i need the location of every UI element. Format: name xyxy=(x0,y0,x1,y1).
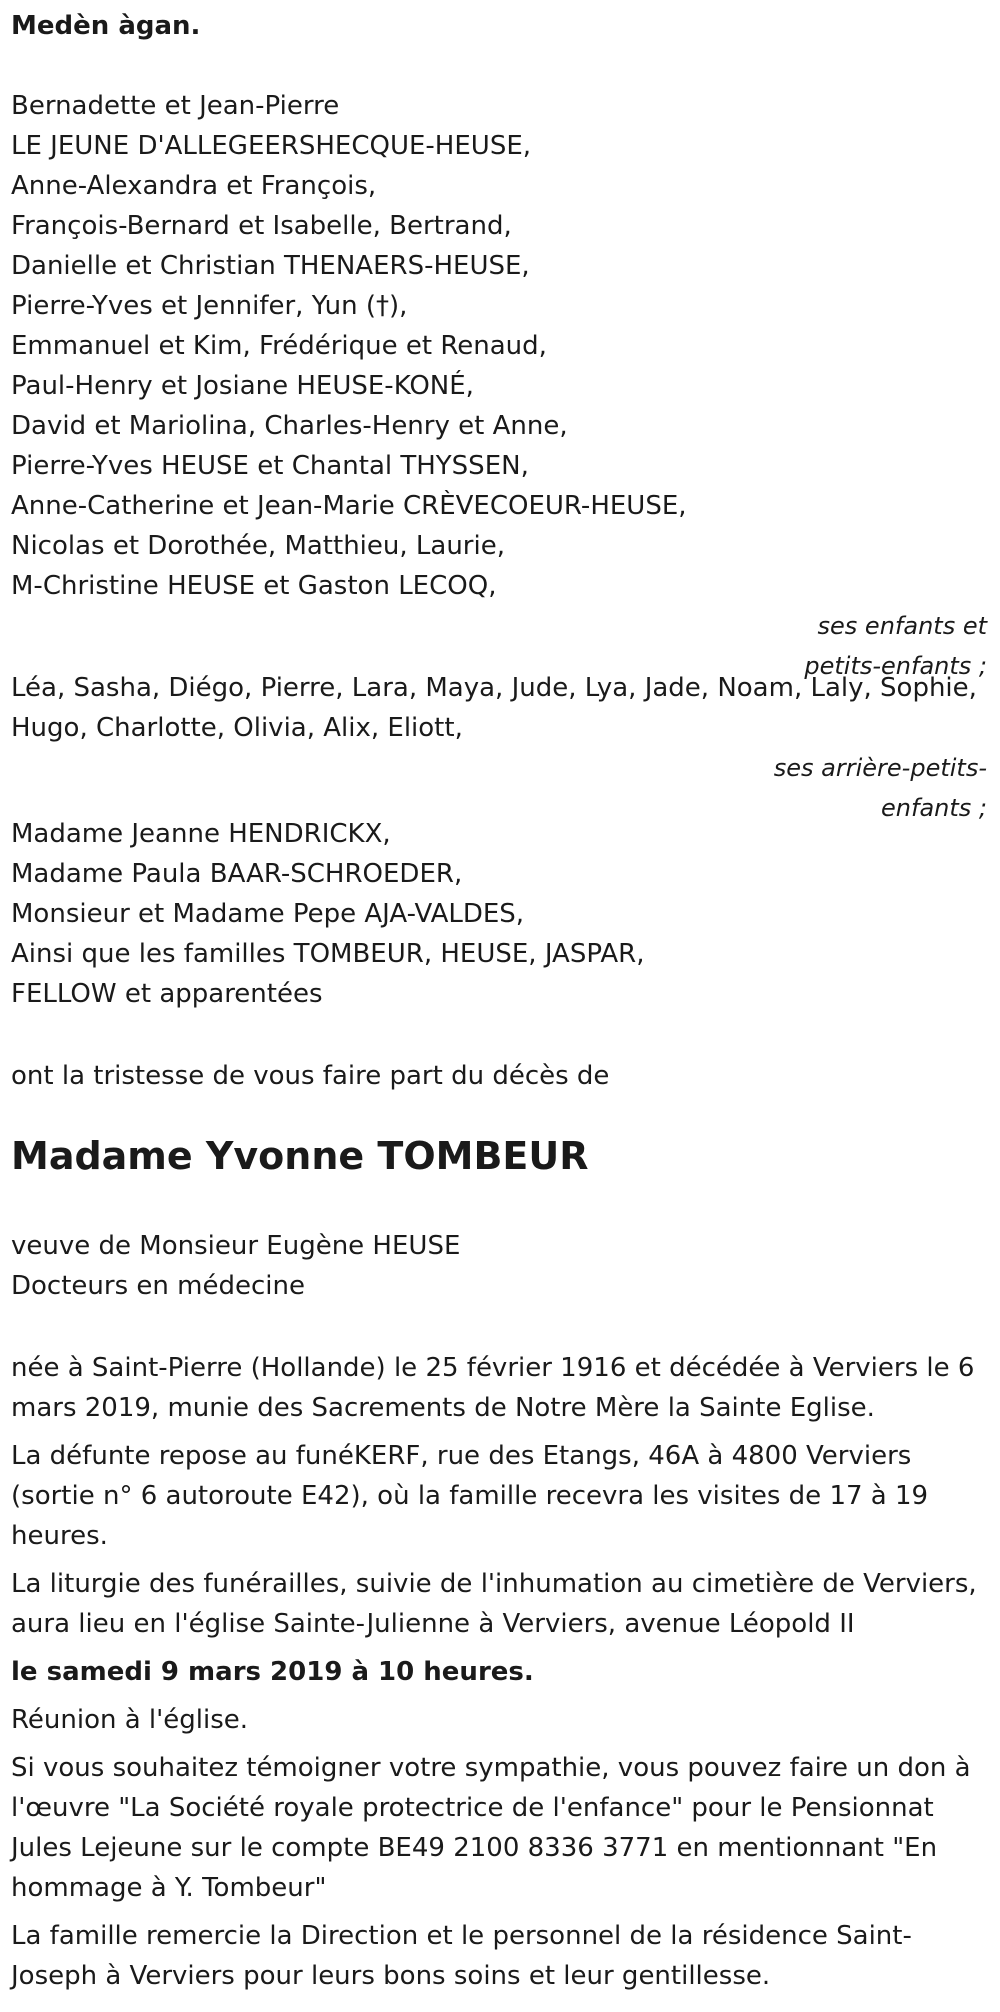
children-relation: petits-enfants ; xyxy=(804,652,987,680)
motto: Medèn àgan. xyxy=(11,11,201,41)
children-relation: ses enfants et xyxy=(817,612,987,640)
family-line: FELLOW et apparentées xyxy=(11,979,323,1009)
family-line: Emmanuel et Kim, Frédérique et Renaud, xyxy=(11,331,547,361)
deceased-name: Madame Yvonne TOMBEUR xyxy=(11,1134,589,1178)
family-line: Pierre-Yves HEUSE et Chantal THYSSEN, xyxy=(11,451,529,481)
family-line: Bernadette et Jean-Pierre xyxy=(11,91,340,121)
profession-text: Docteurs en médecine xyxy=(11,1271,305,1301)
family-line: Pierre-Yves et Jennifer, Yun (†), xyxy=(11,291,408,321)
birth-death-paragraph: née à Saint-Pierre (Hollande) le 25 février 1916 et décédée à Verviers le 6 mars 2019, munie des Sacrements de Notre Mère la Sainte Eglise. xyxy=(11,1353,975,1423)
family-line: Nicolas et Dorothée, Matthieu, Laurie, xyxy=(11,531,505,561)
announcement-text: ont la tristesse de vous faire part du décès de xyxy=(11,1061,610,1091)
family-line: Ainsi que les familles TOMBEUR, HEUSE, JASPAR, xyxy=(11,939,645,969)
thanks-paragraph: La famille remercie la Direction et le personnel de la résidence Saint-Joseph à Verviers pour leurs bons soins et leur gentillesse. xyxy=(11,1921,912,1991)
family-line: Danielle et Christian THENAERS-HEUSE, xyxy=(11,251,530,281)
funeral-date: le samedi 9 mars 2019 à 10 heures. xyxy=(11,1657,534,1687)
family-line: François-Bernard et Isabelle, Bertrand, xyxy=(11,211,512,241)
repose-paragraph: La défunte repose au funéKERF, rue des Etangs, 46A à 4800 Verviers (sortie n° 6 autoroute E42), où la famille recevra les visites de 17 à 19 heures. xyxy=(11,1441,929,1551)
liturgy-paragraph: La liturgie des funérailles, suivie de l'inhumation au cimetière de Verviers, aura lieu en l'église Sainte-Julienne à Verviers, avenue Léopold II xyxy=(11,1569,977,1639)
family-line: Léa, Sasha, Diégo, Pierre, Lara, Maya, Jude, Lya, Jade, Noam, Laly, Sophie, xyxy=(11,673,977,703)
family-line: Anne-Alexandra et François, xyxy=(11,171,377,201)
great-grandchildren-relation: ses arrière-petits- xyxy=(773,754,987,782)
great-grandchildren-section xyxy=(11,668,991,828)
family-line: Anne-Catherine et Jean-Marie CRÈVECOEUR-HEUSE, xyxy=(11,491,687,521)
others-section xyxy=(11,814,991,1014)
family-line: Madame Jeanne HENDRICKX, xyxy=(11,819,391,849)
family-line: Paul-Henry et Josiane HEUSE-KONÉ, xyxy=(11,371,474,401)
donation-paragraph: Si vous souhaitez témoigner votre sympathie, vous pouvez faire un don à l'œuvre "La Société royale protectrice de l'enfance" pour le Pensionnat Jules Lejeune sur le compte BE49 2100 8336 3771 en mentionnant "En hommage à Y. Tombeur" xyxy=(11,1753,971,1903)
meeting-paragraph: Réunion à l'église. xyxy=(11,1705,249,1735)
children-section xyxy=(11,86,991,686)
family-line: Madame Paula BAAR-SCHROEDER, xyxy=(11,859,463,889)
family-line: LE JEUNE D'ALLEGEERSHECQUE-HEUSE, xyxy=(11,131,532,161)
deceased-info xyxy=(11,1226,991,1306)
family-line: David et Mariolina, Charles-Henry et Anne, xyxy=(11,411,568,441)
widow-of-text: veuve de Monsieur Eugène HEUSE xyxy=(11,1231,461,1261)
great-grandchildren-relation: enfants ; xyxy=(881,794,987,822)
details-section xyxy=(11,1348,991,2004)
family-line: Hugo, Charlotte, Olivia, Alix, Eliott, xyxy=(11,713,463,743)
family-line: Monsieur et Madame Pepe AJA-VALDES, xyxy=(11,899,525,929)
announcement-section xyxy=(11,1056,991,1096)
family-line: M-Christine HEUSE et Gaston LECOQ, xyxy=(11,571,497,601)
